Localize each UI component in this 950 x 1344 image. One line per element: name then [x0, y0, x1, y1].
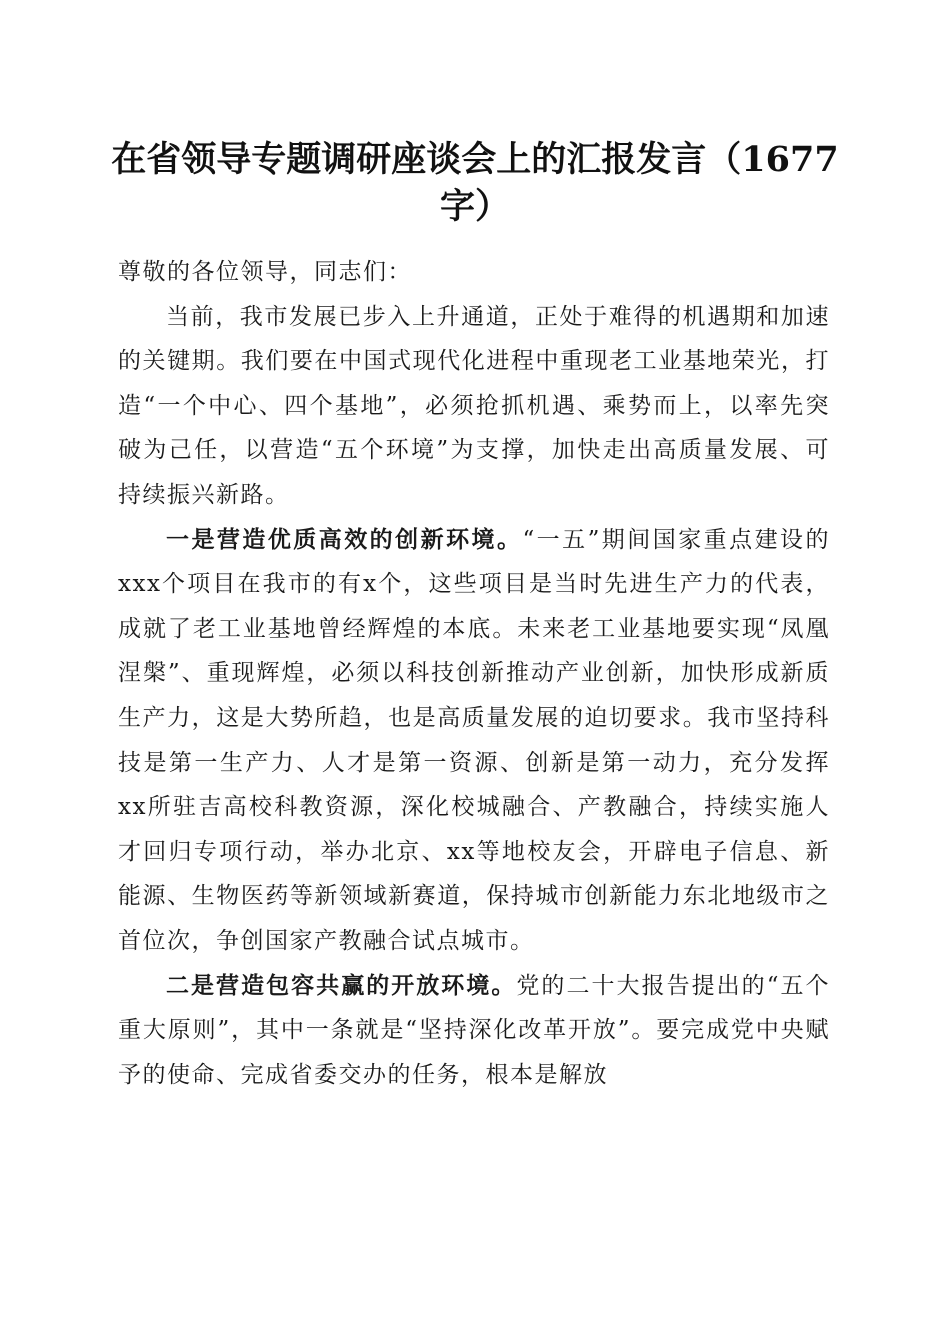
paragraph-lead-heading: 二是营造包容共赢的开放环境。	[166, 971, 517, 999]
paragraph-innovation	[118, 518, 830, 964]
paragraph-intro	[118, 295, 830, 518]
salutation: 尊敬的各位领导，同志们：	[118, 259, 412, 285]
document-body	[118, 250, 830, 1097]
paragraph-text: 党的二十大报告提出的“五个重大原则”，其中一条就是“坚持深化改革开放”。要完成党中央赋予的使命、完成省委交办的任务，根本是解放	[118, 972, 831, 1088]
paragraph-text: 当前，我市发展已步入上升通道，正处于难得的机遇期和加速的关键期。我们要在中国式现代化进程中重现老工业基地荣光，打造“一个中心、四个基地”，必须抢抓机遇、乘势而上，以率先突破为己任，以营造“五个环境”为支撑，加快走出高质量发展、可持续振兴新路。	[118, 303, 830, 508]
document-title: 在省领导专题调研座谈会上的汇报发言（1677字）	[111, 139, 839, 227]
paragraph-openness	[118, 964, 830, 1098]
paragraph-lead-heading: 一是营造优质高效的创新环境。	[166, 525, 523, 553]
paragraph-text: “一五”期间国家重点建设的xxx个项目在我市的有x个，这些项目是当时先进生产力的代表，成就了老工业基地曾经辉煌的本底。未来老工业基地要实现“凤凰涅槃”、重现辉煌，必须以科技创新推动产业创新，加快形成新质生产力，这是大势所趋，也是高质量发展的迫切要求。我市坚持科技是第一生产力、人才是第一资源、创新是第一动力，充分发挥xx所驻吉高校科教资源，深化校城融合、产教融合，持续实施人才回归专项行动，举办北京、xx等地校友会，开辟电子信息、新能源、生物医药等新领域新赛道，保持城市创新能力东北地级市之首位次，争创国家产教融合试点城市。	[118, 526, 830, 954]
